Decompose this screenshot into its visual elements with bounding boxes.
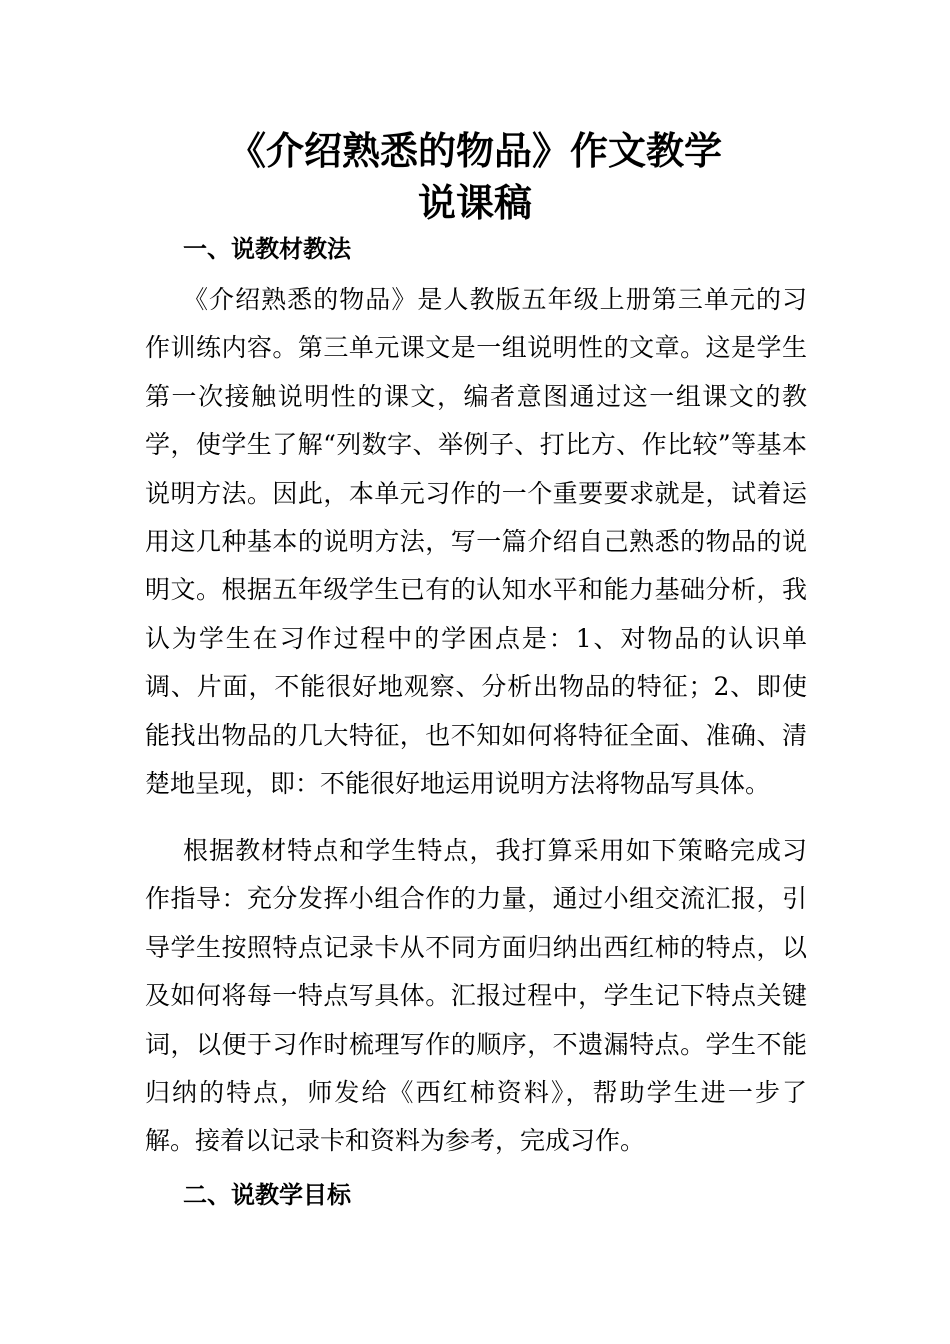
document-title: 《介绍熟悉的物品》作文教学 xyxy=(227,128,722,173)
paragraph-textbook-analysis: 《介绍熟悉的物品》是人教版五年级上册第三单元的习作训练内容。第三单元课文是一组说明性的文章。这是学生第一次接触说明性的课文，编者意图通过这一组课文的教学，使学生了解“列数字、举例子、打比方、作比较”等基本说明方法。因此，本单元习作的一个重要要求就是，试着运用这几种基本的说明方法，写一篇介绍自己熟悉的物品的说明文。根据五年级学生已有的认知水平和能力基础分析，我认为学生在习作过程中的学困点是：1、对物品的认识单调、片面，不能很好地观察、分析出物品的特征；2、即使能找出物品的几大特征，也不知如何将特征全面、准确、清楚地呈现，即：不能很好地运用说明方法将物品写具体。 xyxy=(145,285,807,799)
paragraph-teaching-strategy: 根据教材特点和学生特点，我打算采用如下策略完成习作指导：充分发挥小组合作的力量，通过小组交流汇报，引导学生按照特点记录卡从不同方面归纳出西红柿的特点，以及如何将每一特点写具体。汇报过程中，学生记下特点关键词，以便于习作时梳理写作的顺序，不遗漏特点。学生不能归纳的特点，师发给《西红柿资料》，帮助学生进一步了解。接着以记录卡和资料为参考，完成习作。 xyxy=(145,836,807,1156)
section-heading-teaching-goals: 二、说教学目标 xyxy=(183,1180,351,1209)
document-subtitle: 说课稿 xyxy=(417,180,532,225)
section-heading-textbook-methods: 一、说教材教法 xyxy=(183,234,351,263)
